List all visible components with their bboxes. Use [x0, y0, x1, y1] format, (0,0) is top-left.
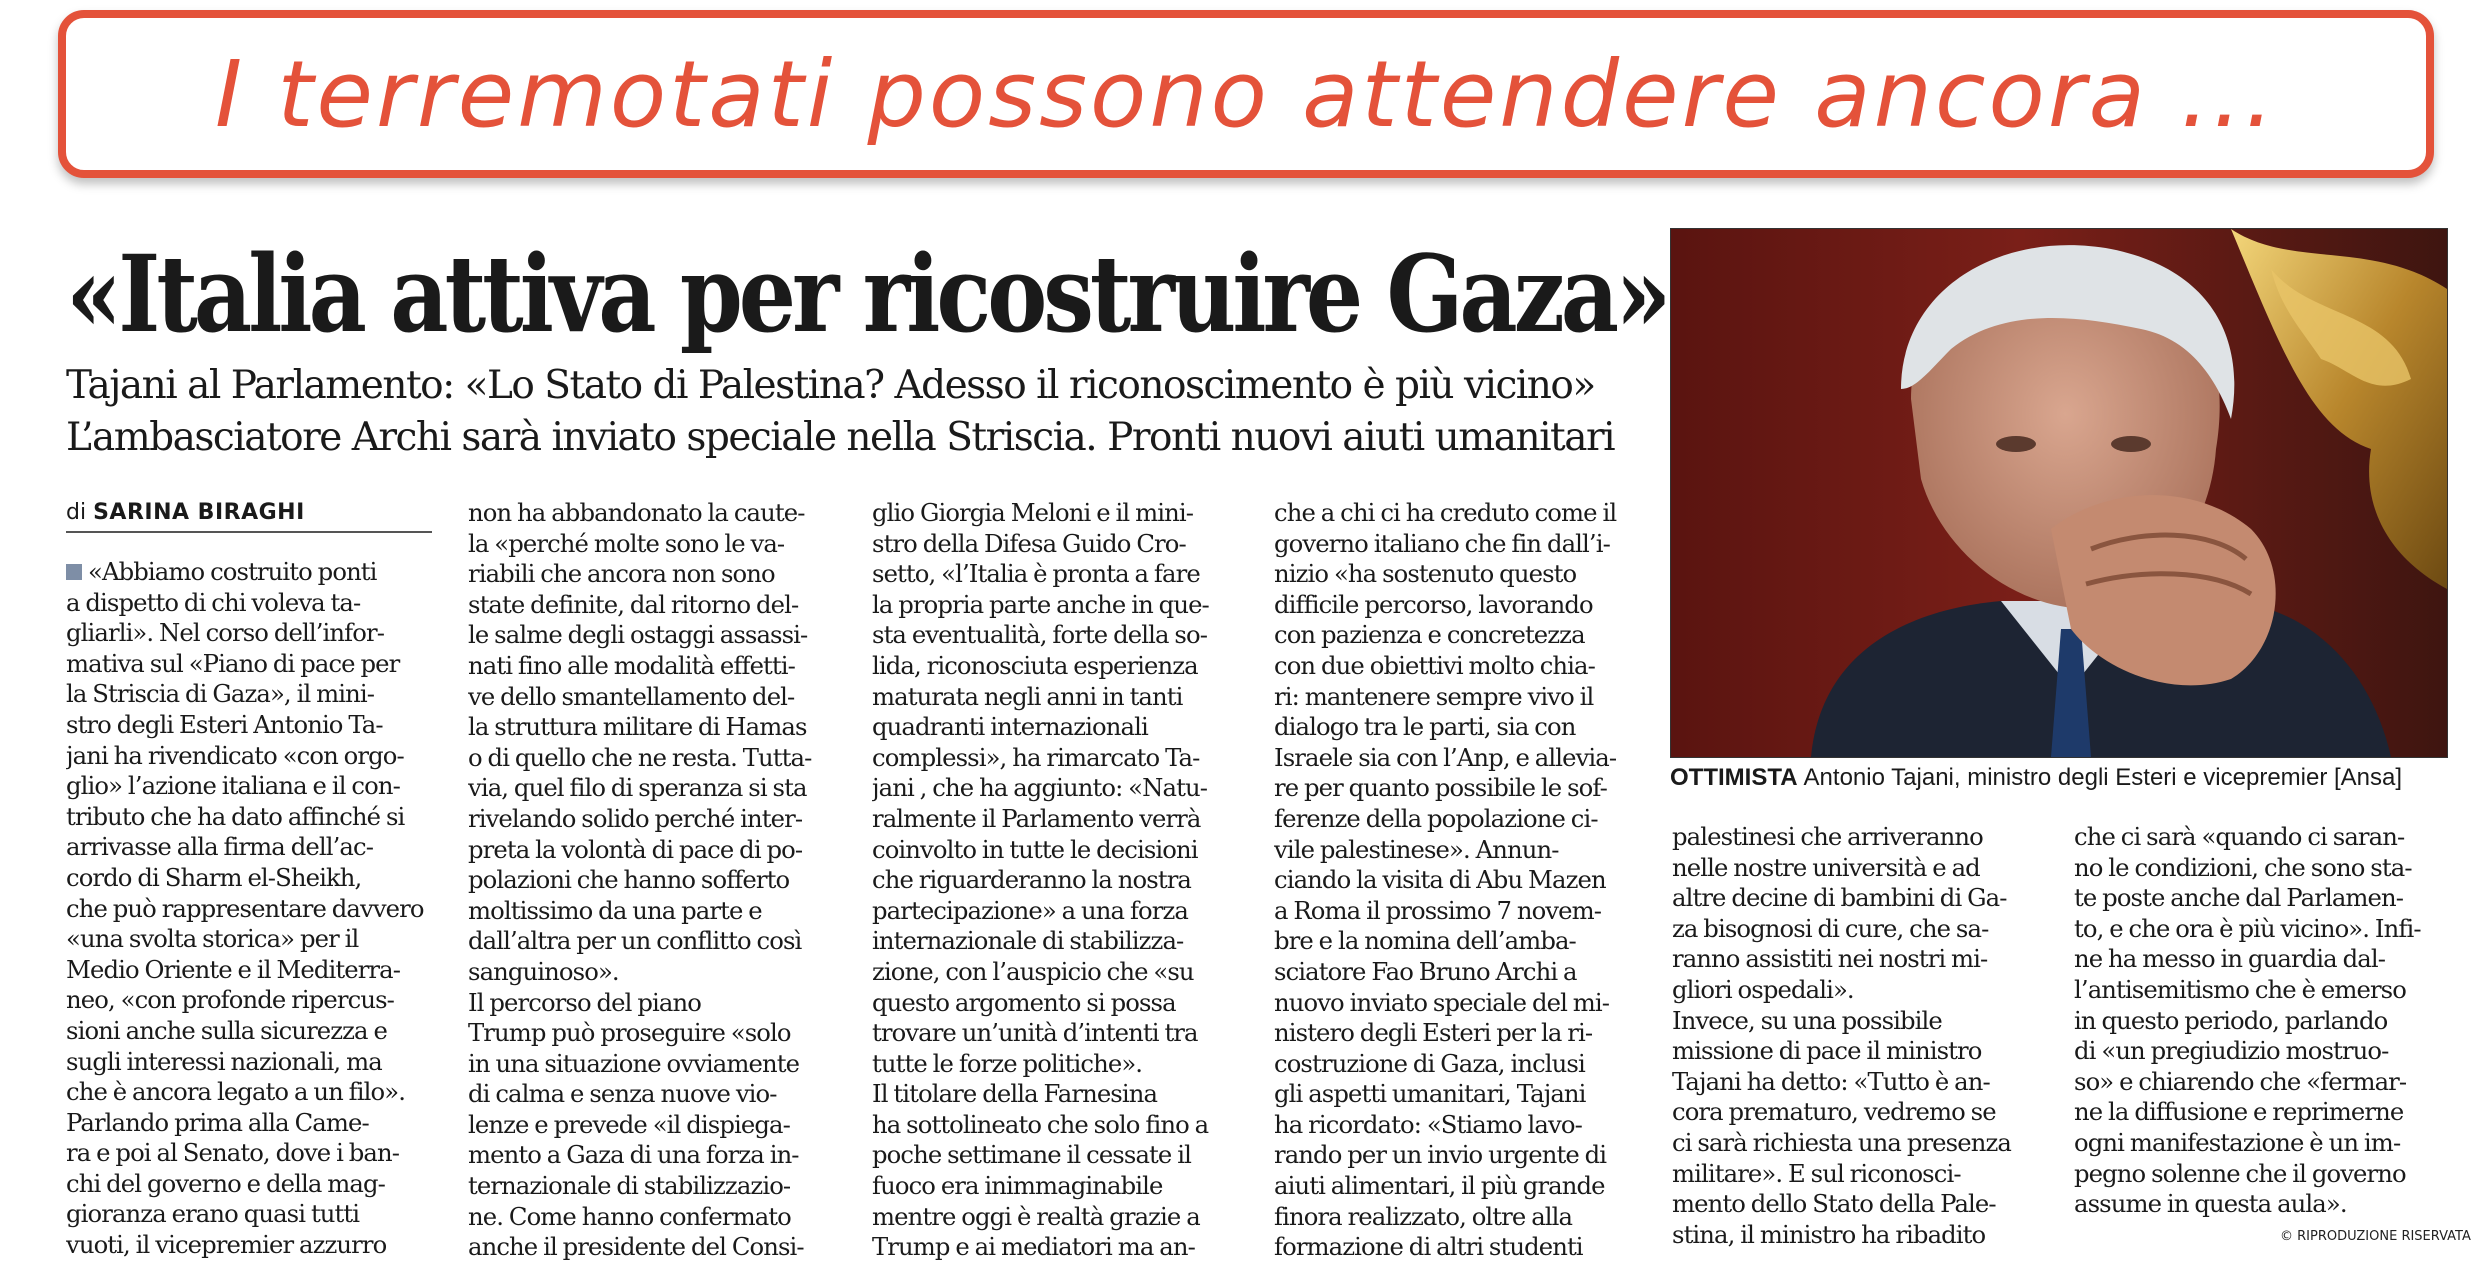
- article-line: Tajani ha detto: «Tutto è an-: [1672, 1066, 1990, 1096]
- article-line: ra e poi al Senato, dove i ban-: [66, 1138, 400, 1168]
- article-line: in questo periodo, parlando: [2074, 1005, 2388, 1035]
- article-line: ve dello smantellamento del-: [468, 681, 795, 711]
- article-line: anche il presidente del Consi-: [468, 1232, 804, 1262]
- article-line: quadranti internazionali: [872, 712, 1148, 742]
- article-line: ri: mantenere sempre vivo il: [1274, 681, 1594, 711]
- article-line: so» e chiarendo che «fermar-: [2074, 1066, 2407, 1096]
- article-line: missione di pace il ministro: [1672, 1036, 1982, 1066]
- article-line: bre e la nomina dell’amba-: [1274, 926, 1576, 956]
- article-line: l’antisemitismo che è emerso: [2074, 974, 2406, 1004]
- article-line: gli aspetti umanitari, Tajani: [1274, 1079, 1586, 1109]
- article-line: cordo di Sharm el-Sheikh,: [66, 862, 362, 892]
- article-start-square-icon: [66, 564, 82, 580]
- article-line: no le condizioni, che sono sta-: [2074, 852, 2412, 882]
- article-column-6: [2074, 822, 2440, 1220]
- article-line: di calma e senza nuove vio-: [468, 1079, 777, 1109]
- article-column-1: [66, 557, 432, 1261]
- article-line: mento dello Stato della Pale-: [1672, 1189, 1996, 1219]
- article-line: mento a Gaza di una forza in-: [468, 1140, 799, 1170]
- article-line: ha sottolineato che solo fino a: [872, 1109, 1209, 1139]
- article-line: con due obiettivi molto chia-: [1274, 650, 1595, 680]
- article-line: nati fino alle modalità effetti-: [468, 650, 795, 680]
- article-line: via, quel filo di speranza si sta: [468, 773, 807, 803]
- article-line: questo argomento si possa: [872, 987, 1176, 1017]
- article-line: stro della Difesa Guido Cro-: [872, 528, 1186, 558]
- article-line: ne ha messo in guardia dal-: [2074, 944, 2386, 974]
- subheadline-1: Tajani al Parlamento: «Lo Stato di Palestina? Adesso il riconoscimento è più vicino»: [66, 363, 1595, 408]
- article-line: finora realizzato, oltre alla: [1274, 1201, 1573, 1231]
- article-line: ciando la visita di Abu Mazen: [1274, 865, 1606, 895]
- article-line: «una svolta storica» per il: [66, 924, 359, 954]
- article-line: neo, «con profonde ripercus-: [66, 985, 394, 1015]
- article-line: Parlando prima alla Came-: [66, 1107, 369, 1137]
- article-line: di «un pregiudizio mostruo-: [2074, 1036, 2389, 1066]
- article-line: fuoco era inimmaginabile: [872, 1171, 1163, 1201]
- article-line: le salme degli ostaggi assassi-: [468, 620, 808, 650]
- article-line: ne. Come hanno confermato: [468, 1201, 791, 1231]
- article-line: glio» l’azione italiana e il con-: [66, 771, 400, 801]
- article-line: gioranza erano quasi tutti: [66, 1199, 360, 1229]
- article-line: Il titolare della Farnesina: [872, 1079, 1158, 1109]
- article-line: che a chi ci ha creduto come il: [1274, 498, 1617, 527]
- article-line: ha ricordato: «Stiamo lavo-: [1274, 1109, 1582, 1139]
- article-line: te poste anche dal Parlamen-: [2074, 883, 2404, 913]
- article-line: jani ha rivendicato «con orgo-: [66, 740, 404, 770]
- article-line: ferenze della popolazione ci-: [1274, 803, 1598, 833]
- article-line: militare». E sul riconosci-: [1672, 1158, 1961, 1188]
- article-line: che è ancora legato a un filo».: [66, 1077, 406, 1107]
- article-line: Trump e ai mediatori ma an-: [872, 1232, 1195, 1262]
- article-line: re per quanto possibile le sof-: [1274, 773, 1607, 803]
- article-line: Il percorso del piano: [468, 987, 701, 1017]
- article-line: partecipazione» a una forza: [872, 895, 1188, 925]
- article-line: nistero degli Esteri per la ri-: [1274, 1018, 1593, 1048]
- portrait-illustration: [1671, 229, 2447, 757]
- article-line: stro degli Esteri Antonio Ta-: [66, 709, 383, 739]
- copyright-notice: © RIPRODUZIONE RISERVATA: [2280, 1229, 2471, 1244]
- article-line: sanguinoso».: [468, 956, 619, 986]
- article-line: preta la volontà di pace di po-: [468, 834, 803, 864]
- article-line: difficile percorso, lavorando: [1274, 589, 1593, 619]
- article-column-5: [1672, 822, 2038, 1250]
- article-line: ci sarà richiesta una presenza: [1672, 1127, 2011, 1157]
- article-line: to, e che ora è più vicino». Infi-: [2074, 913, 2421, 943]
- article-line: setto, «l’Italia è pronta a fare: [872, 559, 1200, 589]
- article-line: pegno solenne che il governo: [2074, 1158, 2406, 1188]
- article-line: complessi», ha rimarcato Ta-: [872, 742, 1200, 772]
- caption-label: OTTIMISTA: [1670, 764, 1798, 791]
- article-line: governo italiano che fin dall’i-: [1274, 528, 1610, 558]
- article-line: ne la diffusione e reprimerne: [2074, 1097, 2404, 1127]
- article-line: jani , che ha aggiunto: «Natu-: [872, 773, 1208, 803]
- article-line: in una situazione ovviamente: [468, 1048, 800, 1078]
- article-line: polazioni che hanno sofferto: [468, 865, 790, 895]
- article-line: state definite, dal ritorno del-: [468, 589, 799, 619]
- article-line: mentre oggi è realtà grazie a: [872, 1201, 1200, 1231]
- article-line: nizio «ha sostenuto questo: [1274, 559, 1577, 589]
- article-line: nuovo inviato speciale del mi-: [1274, 987, 1610, 1017]
- article-line: riabili che ancora non sono: [468, 559, 775, 589]
- article-line: Invece, su una possibile: [1672, 1005, 1942, 1035]
- subheadline-2: L’ambasciatore Archi sarà inviato speciale nella Striscia. Pronti nuovi aiuti umanitari: [66, 415, 1615, 460]
- article-line: la Striscia di Gaza», il mini-: [66, 679, 375, 709]
- article-line: sta eventualità, forte della so-: [872, 620, 1207, 650]
- article-line: moltissimo da una parte e: [468, 895, 762, 925]
- byline-author: SARINA BIRAGHI: [93, 500, 305, 525]
- article-line: arrivasse alla firma dell’ac-: [66, 832, 373, 862]
- article-line: la struttura militare di Hamas: [468, 712, 807, 742]
- byline-prefix: di: [66, 500, 87, 525]
- article-line: tutte le forze politiche».: [872, 1048, 1143, 1078]
- article-line: coinvolto in tutte le decisioni: [872, 834, 1198, 864]
- editorial-banner: [58, 10, 2434, 178]
- article-line: rando per un invio urgente di: [1274, 1140, 1607, 1170]
- article-line: non ha abbandonato la caute-: [468, 498, 805, 527]
- article-line: a Roma il prossimo 7 novem-: [1274, 895, 1602, 925]
- byline: [66, 498, 432, 533]
- article-line: la «perché molte sono le va-: [468, 528, 785, 558]
- article-line: glio Giorgia Meloni e il mini-: [872, 498, 1194, 527]
- article-line: sugli interessi nazionali, ma: [66, 1046, 382, 1076]
- article-line: assume in questa aula».: [2074, 1189, 2347, 1219]
- article-line: vile palestinese». Annun-: [1274, 834, 1559, 864]
- article-line: ogni manifestazione è un im-: [2074, 1127, 2401, 1157]
- article-line: cora prematuro, vedremo se: [1672, 1097, 1996, 1127]
- article-column-4: [1274, 498, 1640, 1263]
- article-line: dall’altra per un conflitto così: [468, 926, 802, 956]
- article-line: rivelando solido perché inter-: [468, 803, 803, 833]
- article-line: altre decine di bambini di Ga-: [1672, 883, 2007, 913]
- article-line: lida, riconosciuta esperienza: [872, 650, 1198, 680]
- article-column-3: [872, 498, 1238, 1263]
- article-line: Medio Oriente e il Mediterra-: [66, 954, 401, 984]
- article-line: formazione di altri studenti: [1274, 1232, 1583, 1262]
- article-line: che riguarderanno la nostra: [872, 865, 1192, 895]
- article-line: maturata negli anni in tanti: [872, 681, 1183, 711]
- article-line: vuoti, il vicepremier azzurro: [66, 1230, 387, 1260]
- article-line: ranno assistiti nei nostri mi-: [1672, 944, 1988, 974]
- article-line: con pazienza e concretezza: [1274, 620, 1585, 650]
- article-line: sioni anche sulla sicurezza e: [66, 1015, 387, 1045]
- article-line: «Abbiamo costruito ponti: [88, 557, 377, 586]
- article-line: costruzione di Gaza, inclusi: [1274, 1048, 1585, 1078]
- article-line: zione, con l’auspicio che «su: [872, 956, 1194, 986]
- article-line: Trump può proseguire «solo: [468, 1018, 791, 1048]
- article-line: aiuti alimentari, il più grande: [1274, 1171, 1605, 1201]
- article-line: lenze e prevede «il dispiega-: [468, 1109, 790, 1139]
- banner-text: I terremotati possono attendere ancora ...: [214, 40, 2278, 148]
- article-line: gliori ospedali».: [1672, 974, 1854, 1004]
- article-line: nelle nostre università e ad: [1672, 852, 1980, 882]
- article-line: che ci sarà «quando ci saran-: [2074, 822, 2405, 851]
- article-line: sciatore Fao Bruno Archi a: [1274, 956, 1577, 986]
- article-line: stina, il ministro ha ribadito: [1672, 1219, 1986, 1249]
- photo-caption: [1670, 762, 2460, 794]
- article-line: dialogo tra le parti, sia con: [1274, 712, 1576, 742]
- article-line: tributo che ha dato affinché si: [66, 801, 405, 831]
- article-line: palestinesi che arriveranno: [1672, 822, 1983, 851]
- article-line: mativa sul «Piano di pace per: [66, 648, 400, 678]
- article-line: la propria parte anche in que-: [872, 589, 1209, 619]
- article-line: o di quello che ne resta. Tutta-: [468, 742, 812, 772]
- article-line: chi del governo e della mag-: [66, 1168, 385, 1198]
- article-line: a dispetto di chi voleva ta-: [66, 587, 361, 617]
- photo-antonio-tajani: [1670, 228, 2448, 758]
- article-column-2: [468, 498, 834, 1263]
- article-line: che può rappresentare davvero: [66, 893, 424, 923]
- article-line: Israele sia con l’Anp, e allevia-: [1274, 742, 1617, 772]
- article-line: ternazionale di stabilizzazio-: [468, 1171, 791, 1201]
- article-line: ralmente il Parlamento verrà: [872, 803, 1201, 833]
- headline: «Italia attiva per ricostruire Gaza»: [66, 231, 1668, 357]
- article-line: poche settimane il cessate il: [872, 1140, 1191, 1170]
- article-line: internazionale di stabilizza-: [872, 926, 1184, 956]
- article-line: gliarli». Nel corso dell’infor-: [66, 618, 385, 648]
- article-line: trovare un’unità d’intenti tra: [872, 1018, 1198, 1048]
- caption-text: Antonio Tajani, ministro degli Esteri e vicepremier [Ansa]: [1803, 764, 2403, 791]
- article-line: za bisognosi di cure, che sa-: [1672, 913, 1989, 943]
